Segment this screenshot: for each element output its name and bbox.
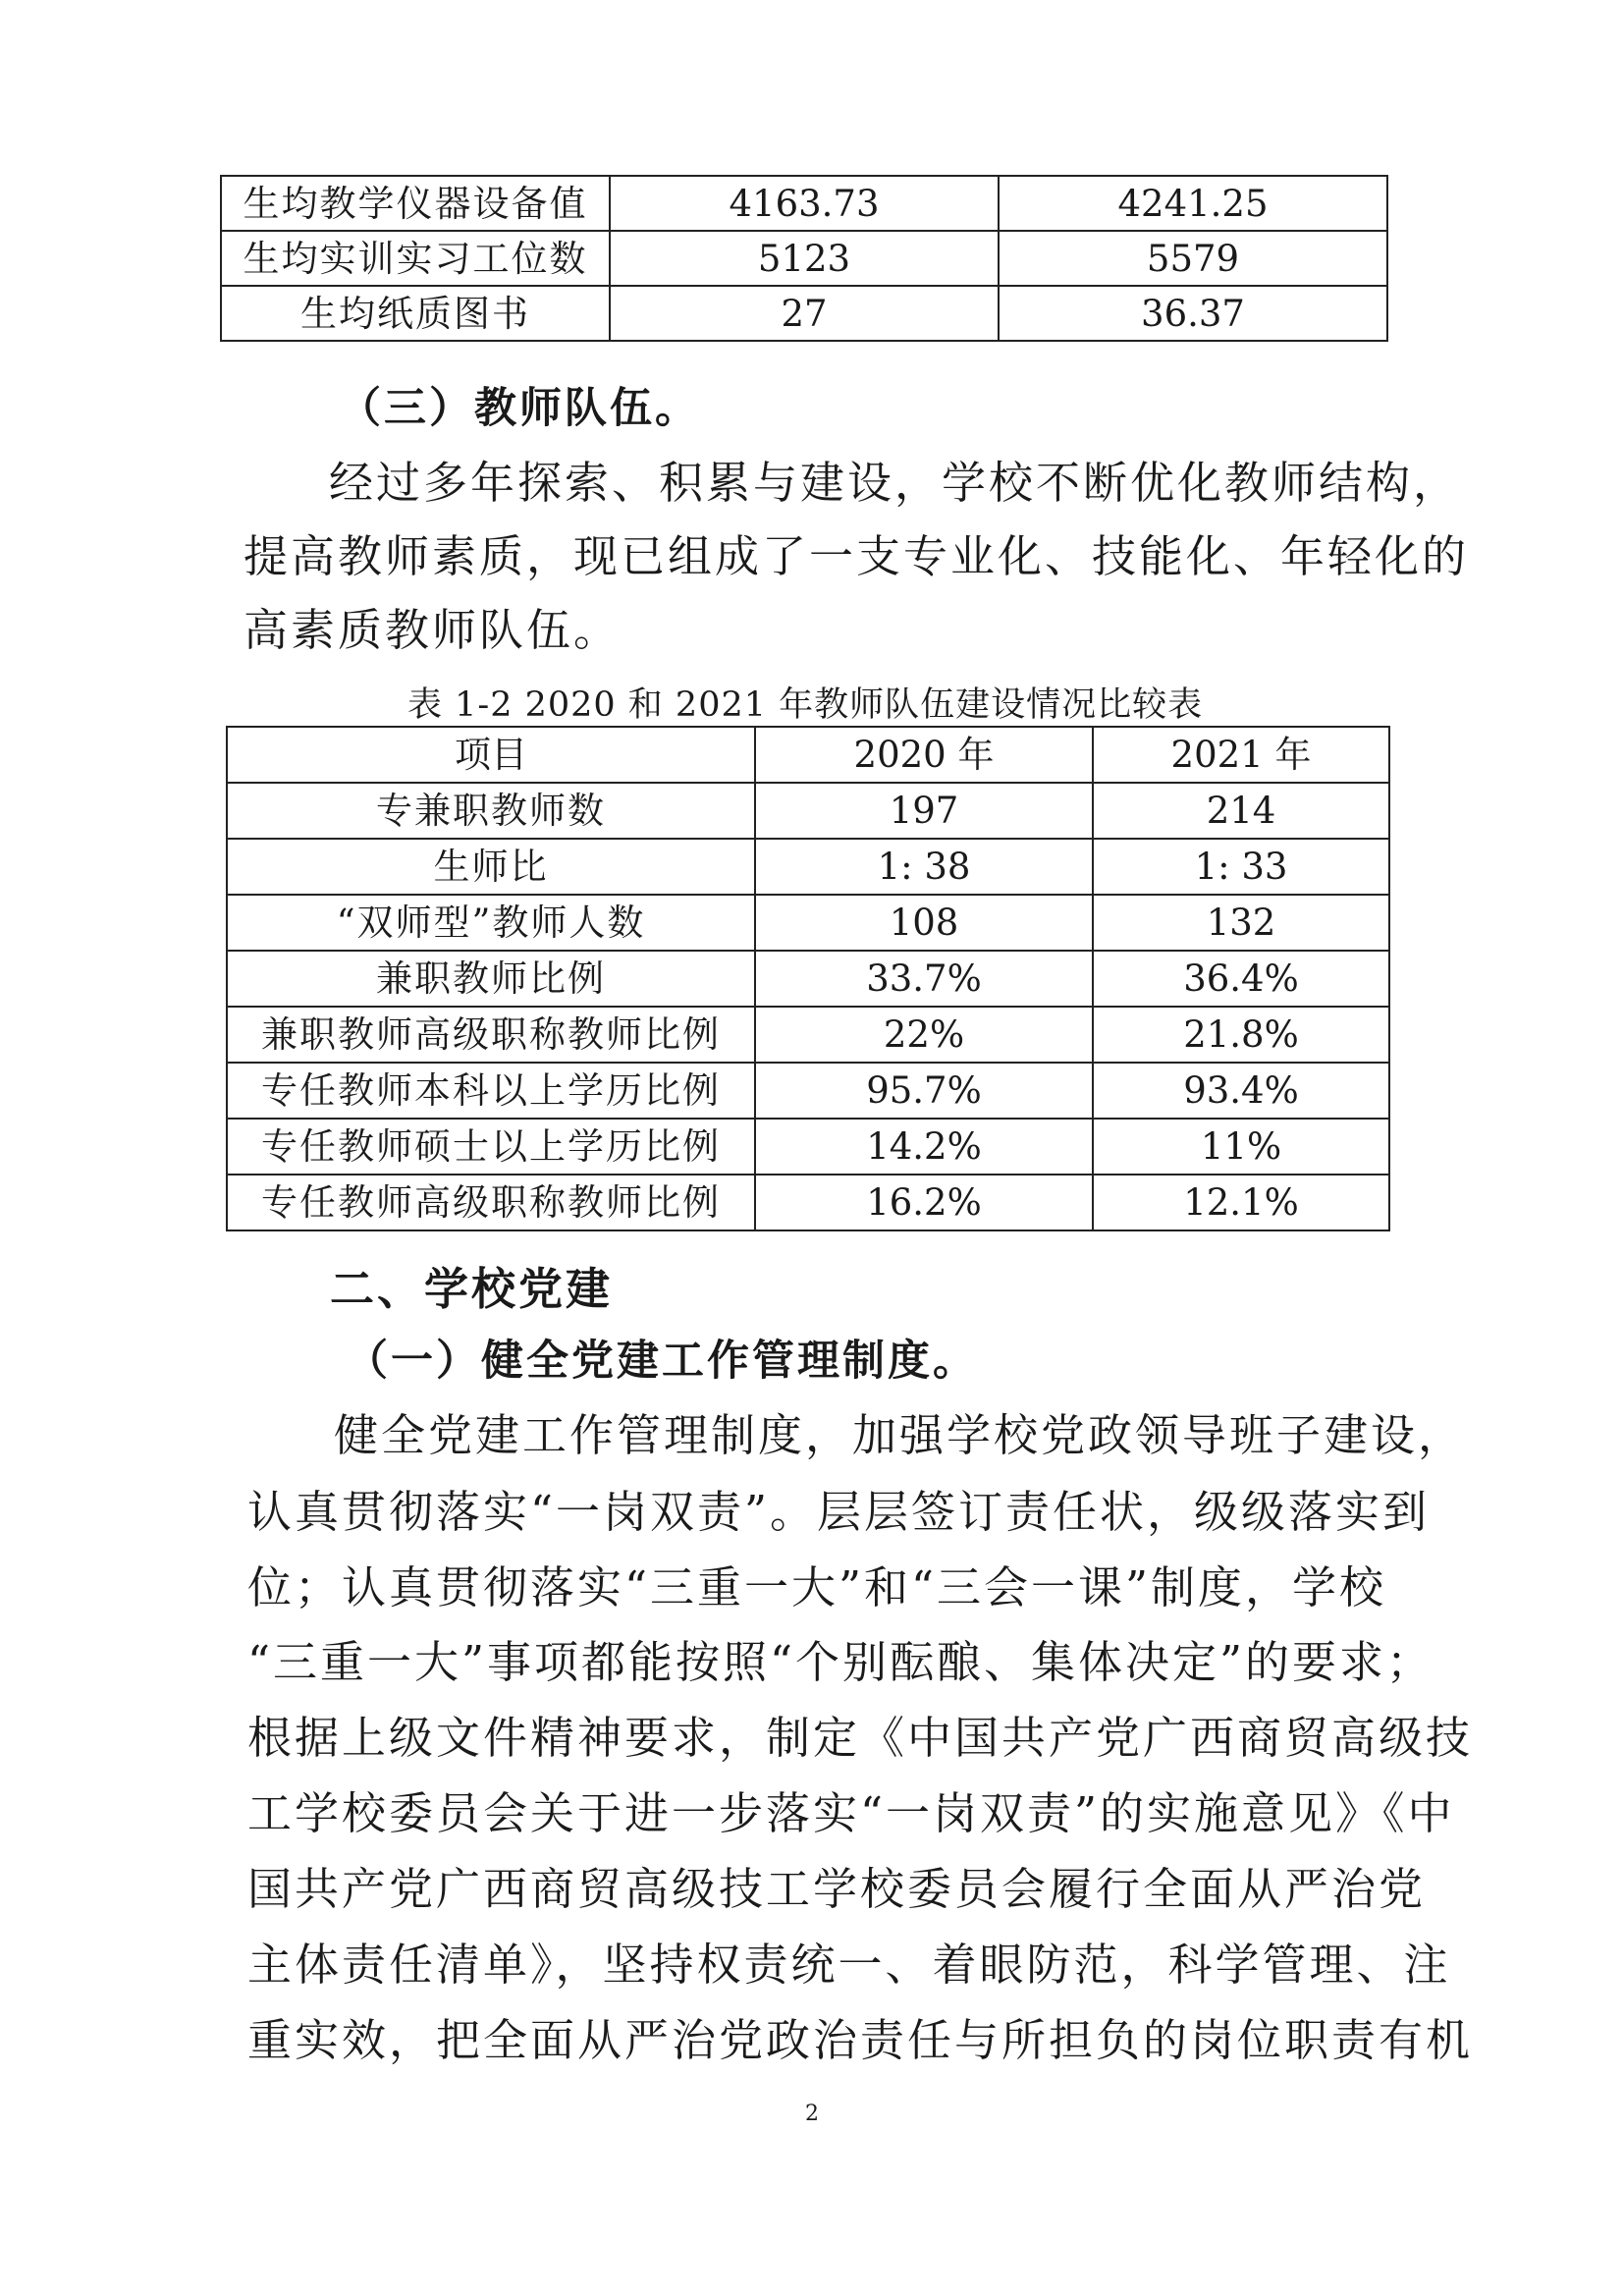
section-heading-party: 二、学校党建 bbox=[330, 1263, 614, 1315]
page-number: 2 bbox=[805, 2102, 819, 2126]
table-row bbox=[227, 1063, 1389, 1119]
table-cell: 108 bbox=[755, 895, 1093, 951]
table-cell: 专任教师硕士以上学历比例 bbox=[227, 1119, 755, 1175]
table-row bbox=[227, 1007, 1389, 1063]
table-cell: 生均教学仪器设备值 bbox=[221, 176, 610, 231]
table-cell: 1: 33 bbox=[1093, 839, 1389, 895]
table-cell: 兼职教师高级职称教师比例 bbox=[227, 1007, 755, 1063]
paragraph-line: 提高教师素质，现已组成了一支专业化、技能化、年轻化的 bbox=[243, 530, 1470, 582]
table-row bbox=[221, 176, 1387, 231]
section-heading-teachers: （三）教师队伍。 bbox=[339, 384, 700, 433]
paragraph-line: 根据上级文件精神要求，制定《中国共产党广西商贸高级技 bbox=[247, 1712, 1474, 1764]
table-cell: 兼职教师比例 bbox=[227, 951, 755, 1007]
table-cell: 197 bbox=[755, 783, 1093, 839]
paragraph-line: 经过多年探索、积累与建设，学校不断优化教师结构， bbox=[329, 457, 1461, 509]
table-cell: 93.4% bbox=[1093, 1063, 1389, 1119]
table-cell: 5123 bbox=[610, 231, 999, 286]
table-cell: 22% bbox=[755, 1007, 1093, 1063]
table-cell: 27 bbox=[610, 286, 999, 341]
table-cell: 14.2% bbox=[755, 1119, 1093, 1175]
table-cell: 生均纸质图书 bbox=[221, 286, 610, 341]
table-cell: 33.7% bbox=[755, 951, 1093, 1007]
table-caption: 表 1-2 2020 和 2021 年教师队伍建设情况比较表 bbox=[407, 685, 1204, 725]
column-header: 2021 年 bbox=[1093, 727, 1389, 783]
subsection-heading: （一）健全党建工作管理制度。 bbox=[346, 1337, 978, 1386]
paragraph-line: 健全党建工作管理制度，加强学校党政领导班子建设， bbox=[334, 1409, 1466, 1461]
table-row bbox=[227, 839, 1389, 895]
table-cell: “双师型”教师人数 bbox=[227, 895, 755, 951]
facilities-table bbox=[220, 175, 1388, 342]
table-cell: 36.4% bbox=[1093, 951, 1389, 1007]
table-cell: 专兼职教师数 bbox=[227, 783, 755, 839]
table-header-row bbox=[227, 727, 1389, 783]
table-cell: 专任教师本科以上学历比例 bbox=[227, 1063, 755, 1119]
table-cell: 95.7% bbox=[755, 1063, 1093, 1119]
table-cell: 16.2% bbox=[755, 1175, 1093, 1230]
table-cell: 4163.73 bbox=[610, 176, 999, 231]
paragraph-line: 主体责任清单》，坚持权责统一、着眼防范，科学管理、注 bbox=[247, 1939, 1451, 1991]
table-row bbox=[227, 1175, 1389, 1230]
table-cell: 214 bbox=[1093, 783, 1389, 839]
table-cell: 5579 bbox=[999, 231, 1387, 286]
paragraph-line: 国共产党广西商贸高级技工学校委员会履行全面从严治党 bbox=[247, 1863, 1427, 1915]
teacher-team-table bbox=[226, 726, 1390, 1231]
table-cell: 21.8% bbox=[1093, 1007, 1389, 1063]
table-row bbox=[227, 783, 1389, 839]
table-row bbox=[227, 1119, 1389, 1175]
table-cell: 专任教师高级职称教师比例 bbox=[227, 1175, 755, 1230]
table-cell: 11% bbox=[1093, 1119, 1389, 1175]
table-cell: 生师比 bbox=[227, 839, 755, 895]
paragraph-line: 位；认真贯彻落实“三重一大”和“三会一课”制度，学校 bbox=[247, 1561, 1387, 1613]
table-row bbox=[221, 231, 1387, 286]
table-row bbox=[227, 895, 1389, 951]
table-cell: 12.1% bbox=[1093, 1175, 1389, 1230]
paragraph-line: 重实效，把全面从严治党政治责任与所担负的岗位职责有机 bbox=[247, 2014, 1474, 2066]
table-row bbox=[227, 951, 1389, 1007]
paragraph-line: 工学校委员会关于进一步落实“一岗双责”的实施意见》《中 bbox=[247, 1787, 1455, 1839]
table-cell: 生均实训实习工位数 bbox=[221, 231, 610, 286]
paragraph-line: 高素质教师队伍。 bbox=[243, 604, 622, 656]
column-header: 项目 bbox=[227, 727, 755, 783]
table-cell: 132 bbox=[1093, 895, 1389, 951]
paragraph-line: 认真贯彻落实“一岗双责”。层层签订责任状，级级落实到 bbox=[247, 1486, 1431, 1538]
column-header: 2020 年 bbox=[755, 727, 1093, 783]
table-cell: 1: 38 bbox=[755, 839, 1093, 895]
table-row bbox=[221, 286, 1387, 341]
paragraph-line: “三重一大”事项都能按照“个别酝酿、集体决定”的要求； bbox=[247, 1636, 1434, 1688]
table-cell: 4241.25 bbox=[999, 176, 1387, 231]
table-cell: 36.37 bbox=[999, 286, 1387, 341]
